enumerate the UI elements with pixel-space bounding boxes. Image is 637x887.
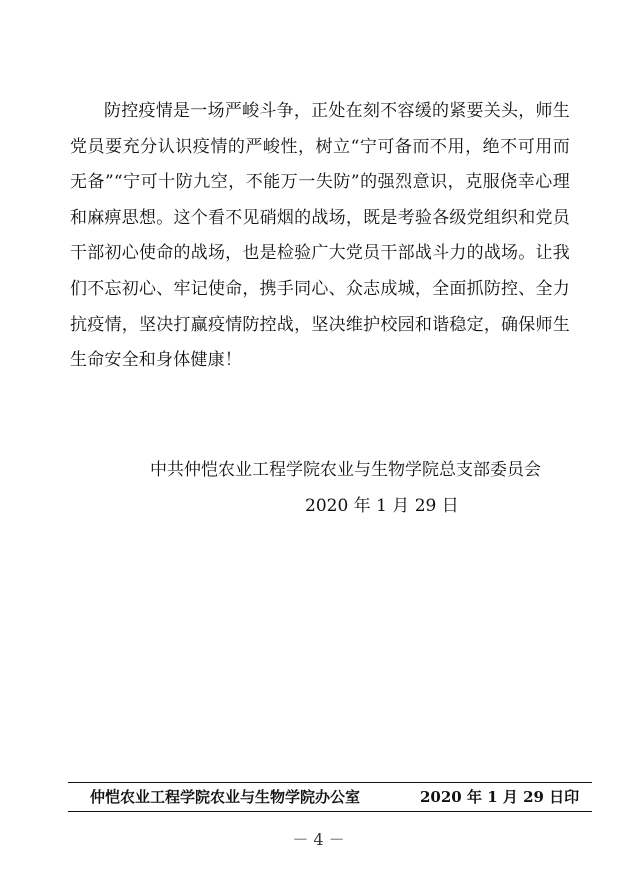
footer-bottom-rule [68,811,592,812]
footer-print-date: 2020 年 1 月 29 日印 [420,788,580,806]
body-paragraph: 防控疫情是一场严峻斗争，正处在刻不容缓的紧要关头，师生党员要充分认识疫情的严峻性，树立“宁可备而不用，绝不可用而无备”“宁可十防九空，不能万一失防”的强烈意识，克服侥幸心理和麻痹思想。这个看不见硝烟的战场，既是考验各级党组织和党员干部初心使命的战场，也是检验广大党员干部战斗力的战场。让我们不忘初心、牢记使命，携手同心、众志成城，全面抓防控、全力抗疫情，坚决打赢疫情防控战，坚决维护校园和谐稳定，确保师生生命安全和身体健康！ [70,101,570,371]
signature-date: 2020 年 1 月 29 日 [305,496,459,516]
footer-office: 仲恺农业工程学院农业与生物学院办公室 [90,788,361,806]
page-number: － 4 － [292,830,345,849]
footer-top-rule [68,782,592,783]
signature-organization: 中共仲恺农业工程学院农业与生物学院总支部委员会 [150,460,541,480]
